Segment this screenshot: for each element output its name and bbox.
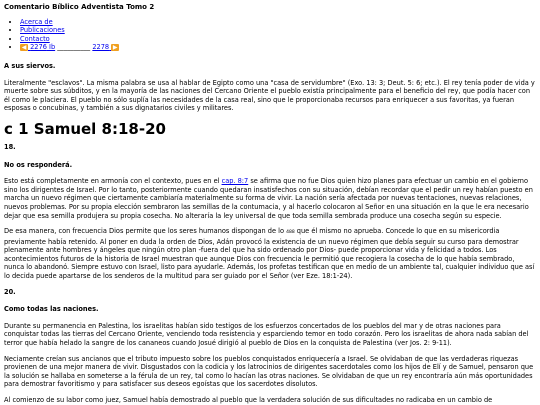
- nav-link-publicaciones[interactable]: Publicaciones: [20, 26, 65, 35]
- nav-list: [4, 18, 536, 52]
- pager: [20, 43, 536, 52]
- nav-link-contacto[interactable]: Contacto: [20, 34, 50, 43]
- next-page-number: 2278: [92, 43, 110, 52]
- chapter-reference: c 1 Samuel 8:18-20: [4, 119, 166, 138]
- paragraph-verse18-2: [4, 227, 536, 281]
- paragraph-verse18-1: [4, 177, 536, 220]
- page-marker: 488: [286, 230, 295, 236]
- pager-separator: __________: [57, 43, 91, 52]
- nav-item-acerca: [20, 18, 536, 27]
- text-segment: Esto está completamente en armonía con el contexto, pues en el: [4, 177, 222, 186]
- arrow-left-icon: ◀: [21, 43, 27, 51]
- paragraph-verse20-3: Al comienzo de su labor como juez, Samuel había demostrado al pueblo que la verdadera solución de sus dificultades no radicaba en un cambio de: [4, 396, 493, 404]
- document-title: Comentario Bíblico Adventista Tomo 2: [4, 3, 155, 11]
- verse-number-20: 20.: [4, 287, 16, 296]
- nav-link-acerca[interactable]: Acerca de: [20, 17, 53, 26]
- section-heading-no-respondera: No os responderá.: [4, 160, 73, 169]
- section-heading-naciones: Como todas las naciones.: [4, 305, 99, 314]
- paragraph-verse20-1: Durante su permanencia en Palestina, los israelitas habían sido testigos de los esfuerzos concertados de los pueblos del mar y de otras naciones para conquistar todas las tierras del Cercano Oriente, venciendo toda resistencia y esparciendo temor en todo corazón. Pero los israelitas de ahora nada sabían del terror que había helado la sangre de los cananeos cuando Josué dirigió al pueblo de Dios en la conquista de Palestina (ver Jos. 2: 9-11).: [4, 321, 529, 348]
- text-segment: De esa manera, con frecuencia Dios permite que los seres humanos dispongan de lo: [4, 227, 287, 236]
- next-page-link[interactable]: [92, 43, 119, 51]
- nav-item-publicaciones: [20, 26, 536, 35]
- cross-reference-link[interactable]: cap. 8:7: [221, 177, 249, 186]
- section-heading-siervos: A sus siervos.: [4, 61, 56, 70]
- paragraph-verse20-2: Neciamente creían sus ancianos que el tributo impuesto sobre los pueblos conquistados enriquecería a Israel. Se olvidaban de que las verdaderas riquezas provienen de una mejor manera de vivir. Disgustados con la codicia y los latrocinios de dirigentes sacerdotales como los hijos de Elí y de Samuel, pensaron que la solución se hallaba en someterse a la férula de un rey, tal como lo hacían las otras naciones. Se olvidaban de que un rey encontraría aún más oportunidades para demostrar favoritismo y para satisfacer sus deseos egoístas que los sacerdotes disolutos.: [4, 354, 534, 389]
- text-segment: que él mismo no aprueba. Concede lo que en su misericordia previamente había retenido. Al poner en duda la orden de Dios, Adán provocó la existencia de un nuevo régimen que debía seguir su curso para demostrar plenamente ante hombres y ángeles que ningún otro plan -fuera del que ha sido ordenado por Dios- puede proporcionar vida y felicidad a todos. Los acontecimientos futuros de la historia de Israel muestran que aunque Dios con frecuencia le permitió que recogiera la cosecha de lo que había sembrado, nunca lo abandonó. Siempre estuvo con Israel, listo para ayudarle. Además, los profetas testifican que en medio de un ambiente tal, cualquier individuo que así lo decida puede apartarse de los senderos de la multitud para ser guiado por el Señor (ver Eze. 18:1-24).: [4, 227, 535, 281]
- prev-page-suffix: Ib: [49, 43, 56, 52]
- verse-number-18: 18.: [4, 142, 16, 151]
- paragraph-siervos: Literalmente "esclavos". La misma palabra se usa al hablar de Egipto como una "casa de servidumbre" (Exo. 13: 3; Deut. 5: 6; etc.). El rey tenía poder de vida y muerte sobre sus súbditos, y en la mayoría de las naciones del Cercano Oriente el pueblo existía principalmente para el beneficio del rey, que podía hacer con él como le placiera. El pueblo no sólo suplía las necesidades de la casa real, sino que le proporcionaba recursos para enriquecer a sus favoritas, ya fueran esposas o concubinas, y también a sus dignatarios civiles y militares.: [4, 78, 535, 113]
- text-segment: se afirma que no fue Dios quien hizo planes para efectuar un cambio en el gobierno sino los dirigentes de Israel. Por lo tanto, posteriormente cuando quedaran insatisfechos con su situación, debían recordar que el pedir un rey habían puesto en marcha un nuevo régimen que ciertamente cambiaría materialmente su forma de vivir. La nación sería afectada por nuevas tentaciones, nuevas relaciones, nuevos problemas. Por su propia elección sembraron las semillas de la contumacia, y al hacerlo colocaron al Señor en una situación en la que le era necesario dejar que esa semilla produjera su propia cosecha. No alteraría la ley universal de que toda semilla sembrada produce una cosecha según su especie.: [4, 177, 533, 220]
- arrow-right-icon: ▶: [112, 43, 118, 51]
- prev-page-number: 2276: [30, 43, 47, 52]
- prev-page-link[interactable]: [20, 43, 55, 51]
- nav-item-contacto: [20, 35, 536, 44]
